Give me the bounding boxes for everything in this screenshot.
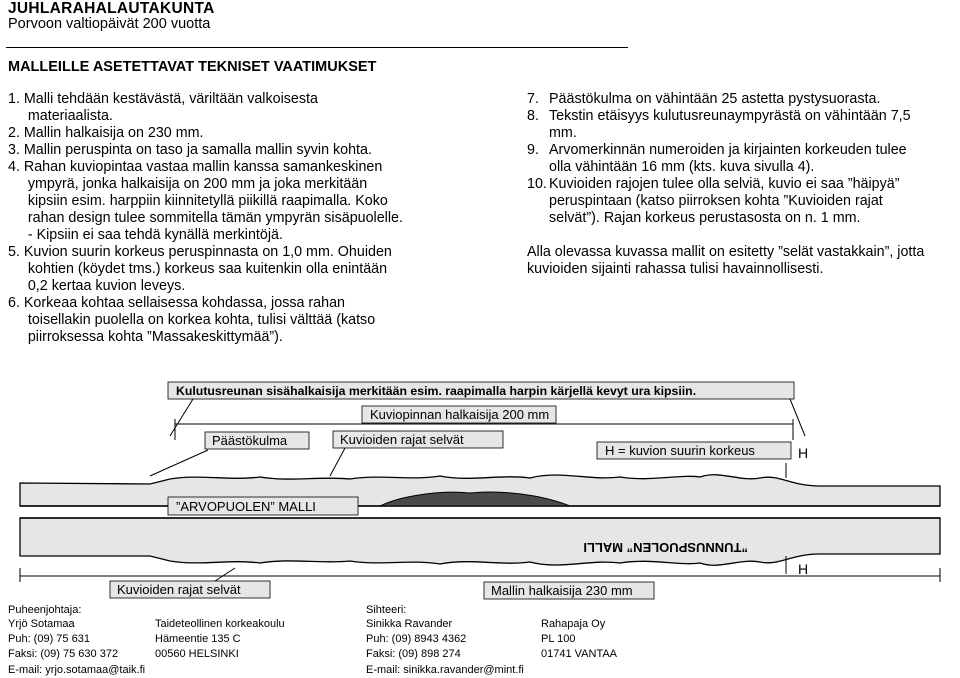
footer-chair-label: Puheenjohtaja:	[8, 604, 82, 616]
footer-secretary-contact: Sinikka Ravander Puh: (09) 8943 4362 Faksi: (09) 898 274 E-mail: sinikka.ravander@mint.fi	[366, 618, 524, 676]
requirement-line: 10. Kuvioiden rajojen tulee olla selviä, kuvio ei saa ”häipyä”	[527, 176, 900, 192]
requirement-line: 3. Mallin peruspinta on taso ja samalla mallin syvin kohta.	[8, 142, 372, 158]
requirement-line: materiaalista.	[8, 108, 113, 124]
svg-text:Kuvioiden rajat selvät: Kuvioiden rajat selvät	[340, 432, 464, 447]
requirement-line: 8. Tekstin etäisyys kulutusreunaympyrästä on vähintään 7,5	[527, 108, 911, 124]
label-reverse-model	[583, 540, 748, 555]
requirement-line: 9. Arvomerkinnän numeroiden ja kirjainten korkeuden tulee	[527, 142, 907, 158]
requirement-line: mm.	[549, 125, 577, 141]
section-heading: MALLEILLE ASETETTAVAT TEKNISET VAATIMUKSET	[8, 59, 377, 75]
footer-institution-address: Taideteollinen korkeakoulu Hämeentie 135 C 00560 HELSINKI	[155, 618, 285, 661]
document-subtitle: Porvoon valtiopäivät 200 vuotta	[8, 16, 211, 32]
svg-text:”TUNNUSPUOLEN” MALLI: ”TUNNUSPUOLEN” MALLI	[583, 540, 748, 555]
requirement-line: - Kipsiin ei saa tehdä kynällä merkintöjä.	[8, 227, 283, 243]
requirement-line: ympyrä, jonka halkaisija on 200 mm ja joka merkitään	[8, 176, 368, 192]
requirement-line: olla vähintään 16 mm (kts. kuva sivulla 4).	[549, 159, 815, 175]
label-height-definition	[597, 442, 791, 459]
svg-text:H = kuvion suurin korkeus: H = kuvion suurin korkeus	[605, 443, 755, 458]
requirement-line: kipsiin esim. harppiin kiinnitetyllä piikillä raapimalla. Koko	[8, 193, 388, 209]
requirement-line: piirroksessa kohta ”Massakeskittymää”).	[8, 329, 283, 345]
document-title: JUHLARAHALAUTAKUNTA	[8, 0, 215, 17]
svg-text:”ARVOPUOLEN” MALLI: ”ARVOPUOLEN” MALLI	[176, 499, 316, 514]
header-divider	[6, 47, 628, 48]
footer-chair-contact: Yrjö Sotamaa Puh: (09) 75 631 Faksi: (09) 75 630 372 E-mail: yrjo.sotamaa@taik.fi	[8, 618, 146, 676]
requirement-line: rahan design tulee sommitella tämän ympyrän sisäpuolelle.	[8, 210, 403, 226]
svg-text:Kuvioiden rajat selvät: Kuvioiden rajat selvät	[117, 582, 241, 597]
label-pattern-diameter	[362, 406, 556, 423]
label-wear-edge	[168, 382, 794, 399]
note-line: kuvioiden sijainti rahassa tulisi havainnollisesti.	[527, 261, 824, 277]
requirement-line: 6. Korkeaa kohtaa sellaisessa kohdassa, jossa rahan	[8, 295, 345, 311]
footer-secretary-label: Sihteeri:	[366, 604, 407, 616]
requirement-line: 1. Malli tehdään kestävästä, väriltään valkoisesta	[8, 91, 318, 107]
label-model-diameter	[484, 582, 654, 599]
requirement-line: selvät”). Rajan korkeus perustasosta on n. 1 mm.	[549, 210, 861, 226]
label-clear-edges-top	[333, 431, 503, 448]
svg-text:Kulutusreunan sisähalkaisija m: Kulutusreunan sisähalkaisija merkitään esim. raapimalla harpin kärjellä kevyt ura kipsiin.	[176, 384, 697, 398]
requirement-line: 2. Mallin halkaisija on 230 mm.	[8, 125, 204, 141]
requirement-line: 5. Kuvion suurin korkeus peruspinnasta on 1,0 mm. Ohuiden	[8, 244, 392, 260]
label-clear-edges-bottom	[110, 581, 270, 598]
label-draft-angle	[205, 432, 309, 449]
footer-mint-address: Rahapaja Oy PL 100 01741 VANTAA	[541, 618, 618, 661]
svg-text:Päästökulma: Päästökulma	[212, 433, 288, 448]
requirement-line: 4. Rahan kuviopintaa vastaa mallin kanssa samankeskinen	[8, 159, 383, 175]
height-marker-top: H	[798, 445, 809, 461]
svg-text:Mallin halkaisija 230 mm: Mallin halkaisija 230 mm	[491, 583, 633, 598]
reverse-model-shape	[20, 518, 940, 565]
requirement-line: toisellakin puolella on korkea kohta, tulisi välttää (katso	[8, 312, 376, 328]
coin-model-cross-section-diagram	[0, 378, 960, 600]
svg-text:Kuviopinnan halkaisija 200 mm: Kuviopinnan halkaisija 200 mm	[370, 407, 550, 422]
requirement-line: kohtien (köydet tms.) korkeus saa kuitenkin olla enintään	[8, 261, 388, 277]
requirement-line: peruspintaan (katso piirroksen kohta ”Kuvioiden rajat	[549, 193, 883, 209]
requirements-right-column	[527, 91, 924, 278]
requirements-left-column	[8, 91, 403, 346]
requirement-line: 7. Päästökulma on vähintään 25 astetta pystysuorasta.	[527, 91, 881, 107]
height-marker-bottom: H	[798, 561, 809, 577]
requirement-line: 0,2 kertaa kuvion leveys.	[8, 278, 186, 294]
label-obverse-model	[168, 497, 358, 515]
note-line: Alla olevassa kuvassa mallit on esitetty ”selät vastakkain”, jotta	[527, 244, 925, 260]
